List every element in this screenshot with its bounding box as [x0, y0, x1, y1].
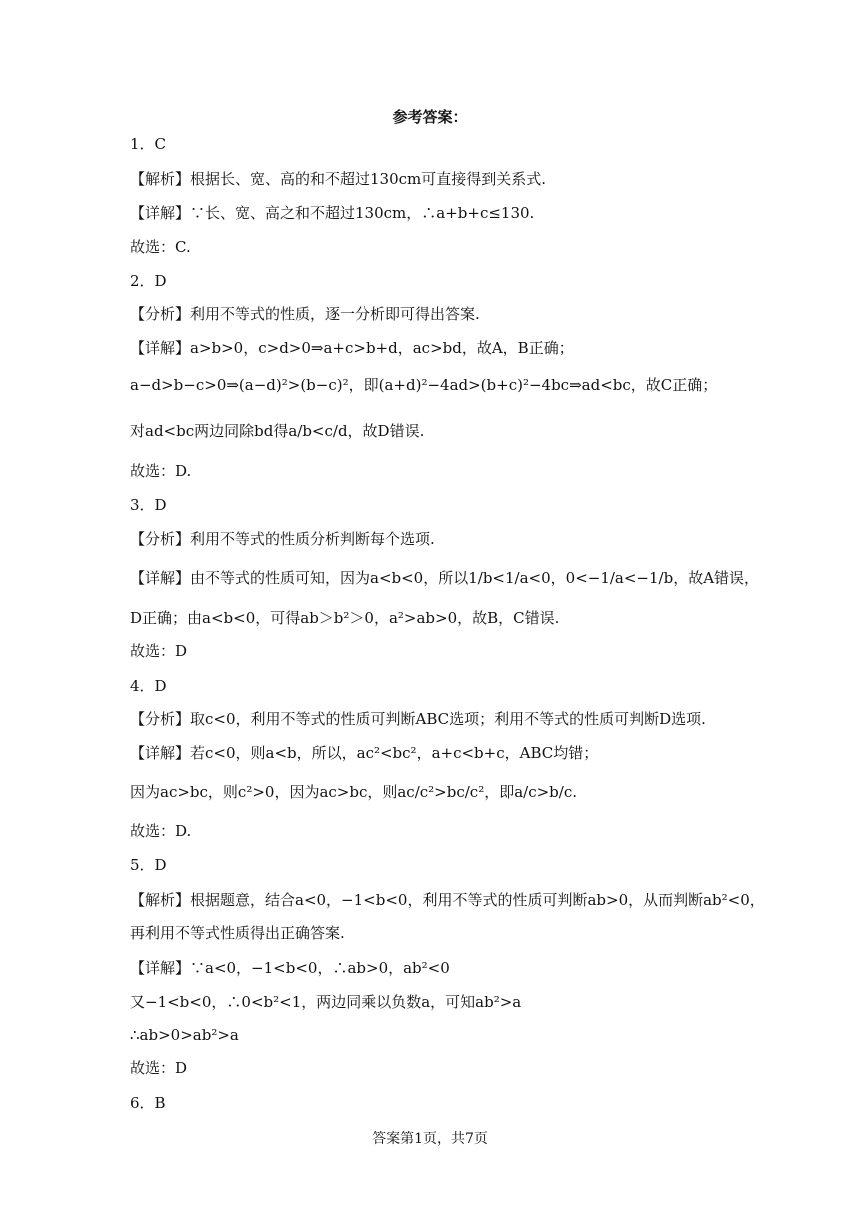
q2-detail-line1: 【详解】a>b>0，c>d>0⇒a+c>b+d，ac>bd，故A，B正确； — [130, 339, 574, 357]
q2-detail-line2: a−d>b−c>0⇒(a−d)²>(b−c)²，即(a+d)²−4ad>(b+c)²−4bc⇒ad<bc，故C正确； — [130, 376, 718, 394]
q5-number: 5．D — [130, 856, 167, 874]
q3-analysis: 【分析】利用不等式的性质分析判断每个选项. — [130, 530, 435, 548]
q3-answer: 故选：D — [130, 642, 188, 660]
q4-answer: 故选：D. — [130, 822, 192, 840]
q1-answer: 故选：C. — [130, 238, 191, 256]
q5-answer: 故选：D — [130, 1059, 188, 1077]
q3-detail-line1: 【详解】由不等式的性质可知，因为a<b<0，所以1/b<1/a<0，0<−1/a<−1/b，故A错误， — [130, 569, 760, 587]
q1-analysis: 【解析】根据长、宽、高的和不超过130cm可直接得到关系式. — [130, 170, 547, 188]
q4-number: 4．D — [130, 677, 167, 695]
q2-analysis: 【分析】利用不等式的性质，逐一分析即可得出答案. — [130, 305, 480, 323]
q3-number: 3．D — [130, 496, 167, 514]
q4-detail-line2: 因为ac>bc，则c²>0，因为ac>bc，则ac/c²>bc/c²，即a/c>b/c. — [130, 783, 577, 801]
q4-analysis: 【分析】取c<0，利用不等式的性质可判断ABC选项；利用不等式的性质可判断D选项. — [130, 710, 706, 728]
page-footer: 答案第1页，共7页 — [372, 1131, 488, 1147]
q5-detail-line2: 又−1<b<0，∴0<b²<1，两边同乘以负数a，可知ab²>a — [130, 993, 522, 1011]
q1-number: 1．C — [130, 135, 167, 153]
q1-detail: 【详解】∵长、宽、高之和不超过130cm，∴a+b+c≤130. — [130, 204, 535, 222]
q5-detail-line3: ∴ab>0>ab²>a — [130, 1026, 239, 1044]
q5-analysis-line2: 再利用不等式性质得出正确答案. — [130, 924, 345, 942]
q3-detail-line2: D正确；由a<b<0，可得ab＞b²＞0，a²>ab>0，故B，C错误. — [130, 609, 560, 627]
q5-detail-line1: 【详解】∵a<0，−1<b<0，∴ab>0，ab²<0 — [130, 959, 450, 977]
page-title: 参考答案： — [392, 108, 468, 126]
q4-detail-line1: 【详解】若c<0，则a<b，所以，ac²<bc²，a+c<b+c，ABC均错； — [130, 744, 599, 762]
q2-number: 2．D — [130, 272, 167, 290]
q5-analysis-line1: 【解析】根据题意，结合a<0，−1<b<0，利用不等式的性质可判断ab>0，从而判断ab²<0， — [130, 891, 765, 909]
q2-answer: 故选：D. — [130, 462, 192, 480]
q2-detail-line3: 对ad<bc两边同除bd得a/b<c/d，故D错误. — [130, 422, 425, 440]
q6-number: 6．B — [130, 1094, 166, 1112]
